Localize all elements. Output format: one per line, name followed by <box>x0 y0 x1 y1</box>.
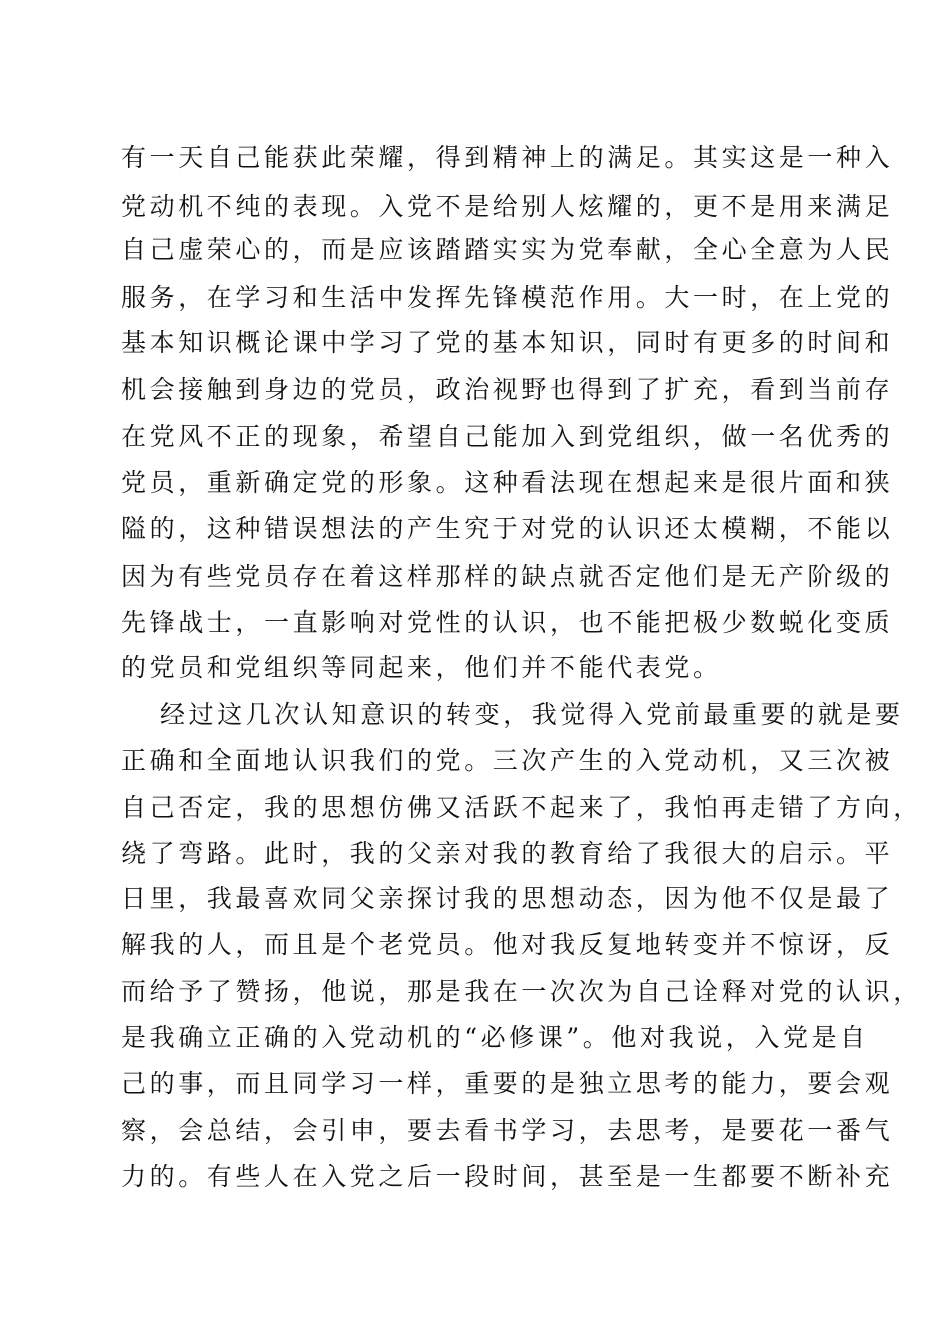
text-line: 正确和全面地认识我们的党。三次产生的入党动机，又三次被 <box>121 746 894 775</box>
text-line: 服务，在学习和生活中发挥先锋模范作用。大一时，在上党的 <box>121 283 894 312</box>
text-line: 党员，重新确定党的形象。这种看法现在想起来是很片面和狭 <box>121 468 894 497</box>
text-line: 机会接触到身边的党员，政治视野也得到了扩充，看到当前存 <box>121 375 894 404</box>
text-line: 基本知识概论课中学习了党的基本知识，同时有更多的时间和 <box>121 328 894 357</box>
paragraph-first-line: 经过这几次认知意识的转变，我觉得入党前最重要的就是要 <box>160 700 904 729</box>
text-line: 自己虚荣心的，而是应该踏踏实实为党奉献，全心全意为人民 <box>121 235 894 264</box>
text-line: 自己否定，我的思想仿佛又活跃不起来了，我怕再走错了方向， <box>121 793 922 822</box>
text-line: 隘的，这种错误想法的产生究于对党的认识还太模糊，不能以 <box>121 514 894 543</box>
text-line: 有一天自己能获此荣耀，得到精神上的满足。其实这是一种入 <box>121 143 894 172</box>
text-line: 力的。有些人在入党之后一段时间，甚至是一生都要不断补充 <box>121 1162 894 1191</box>
text-line: 己的事，而且同学习一样，重要的是独立思考的能力，要会观 <box>121 1069 894 1098</box>
text-line: 因为有些党员存在着这样那样的缺点就否定他们是无产阶级的 <box>121 562 894 591</box>
text-line: 先锋战士，一直影响对党性的认识，也不能把极少数蜕化变质 <box>121 608 894 637</box>
text-line: 在党风不正的现象，希望自己能加入到党组织，做一名优秀的 <box>121 422 894 451</box>
text-line: 党动机不纯的表现。入党不是给别人炫耀的，更不是用来满足 <box>121 192 894 221</box>
text-line: 察，会总结，会引申，要去看书学习，去思考，是要花一番气 <box>121 1116 894 1145</box>
text-line: 是我确立正确的入党动机的“必修课”。他对我说，入党是自 <box>121 1023 869 1052</box>
text-line: 绕了弯路。此时，我的父亲对我的教育给了我很大的启示。平 <box>121 839 894 868</box>
text-line: 的党员和党组织等同起来，他们并不能代表党。 <box>121 653 722 682</box>
text-line: 日里，我最喜欢同父亲探讨我的思想动态，因为他不仅是最了 <box>121 884 894 913</box>
text-line: 而给予了赞扬，他说，那是我在一次次为自己诠释对党的认识， <box>121 977 922 1006</box>
text-line: 解我的人，而且是个老党员。他对我反复地转变并不惊讶，反 <box>121 930 894 959</box>
